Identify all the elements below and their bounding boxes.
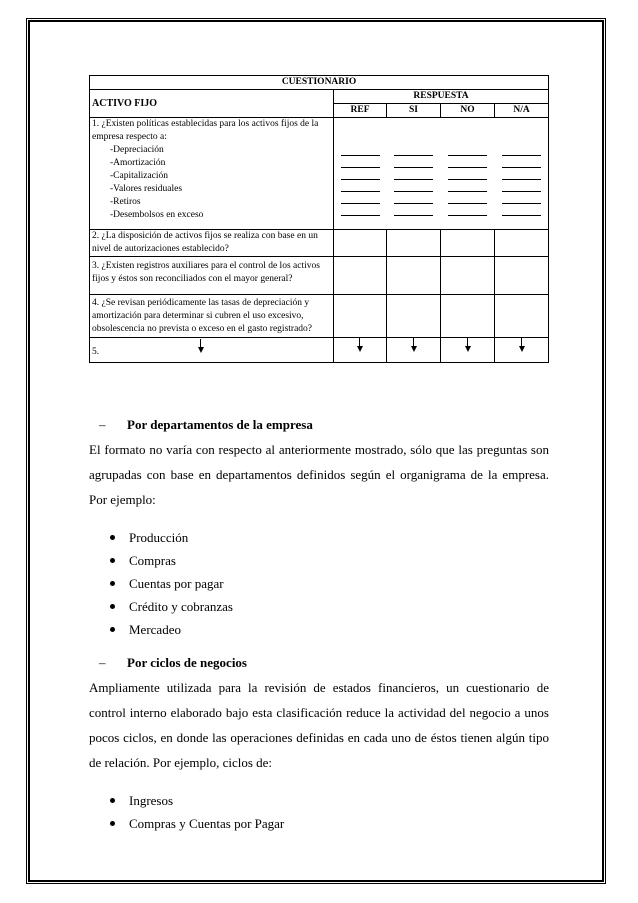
section-departments [89,412,549,641]
answer-blanks-si[interactable] [387,118,441,230]
table-title: CUESTIONARIO [90,76,549,90]
column-na: N/A [495,104,549,118]
paragraph-cycles: Ampliamente utilizada para la revisión de estados financieros, un cuestionario de control interno elaborado bajo esta clasificación reduce la actividad del negocio a unos pocos ciclos, en donde las operaciones definidas en cada uno de éstos tienen algún tipo de relación. Por ejemplo, ciclos de: [89,680,549,770]
bullet-dot-icon [110,581,115,586]
question-3-text: 3. ¿Existen registros auxiliares para el control de los activos fijos y éstos son reconciliados con el mayor general? [90,257,334,295]
questionnaire-table [89,75,549,363]
section-heading [89,412,549,437]
list-item: Compras y Cuentas por Pagar [89,812,549,835]
dash-bullet: – [99,417,106,432]
question-5-cell [90,338,334,363]
answer-cell[interactable] [334,257,387,295]
question-4-text: 4. ¿Se revisan periódicamente las tasas de depreciación y amortización para determinar si cubren el uso excesivo, obsolescencia no prevista o exceso en el gasto registrado? [90,295,334,338]
question-1-item: -Retiros [110,197,141,207]
down-arrow-icon [465,338,471,352]
bullet-dot-icon [110,604,115,609]
bullet-list-departments [89,526,549,641]
bullet-dot-icon [110,798,115,803]
answer-cell[interactable] [387,230,441,257]
answer-cell[interactable] [387,338,441,363]
answer-blanks-no[interactable] [441,118,495,230]
dash-bullet: – [99,655,106,670]
answer-blanks-ref[interactable] [334,118,387,230]
answer-cell[interactable] [387,257,441,295]
answer-cell[interactable] [387,295,441,338]
question-1-item: -Capitalización [110,171,169,181]
question-5-text: 5. [92,347,100,357]
list-item: Crédito y cobranzas [89,595,549,618]
answer-cell[interactable] [495,338,549,363]
section-label: ACTIVO FIJO [90,90,334,118]
question-1-item: -Valores residuales [110,184,183,194]
list-item: Producción [89,526,549,549]
answer-cell[interactable] [441,230,495,257]
column-si: SI [387,104,441,118]
column-ref: REF [334,104,387,118]
table-row [90,338,549,363]
bullet-dot-icon [110,627,115,632]
answer-cell[interactable] [441,257,495,295]
list-item: Compras [89,549,549,572]
table-row [90,118,549,230]
down-arrow-icon [519,338,525,352]
question-1-item: -Amortización [110,158,166,168]
answer-cell[interactable] [495,257,549,295]
table-row [90,295,549,338]
bullet-dot-icon [110,821,115,826]
bullet-list-cycles [89,789,549,835]
column-no: NO [441,104,495,118]
answer-cell[interactable] [441,295,495,338]
question-1-text: 1. ¿Existen políticas establecidas para los activos fijos de la empresa respecto a: [92,119,319,142]
list-item: Mercadeo [89,618,549,641]
down-arrow-icon [198,339,204,353]
down-arrow-icon [411,338,417,352]
down-arrow-icon [357,338,363,352]
list-item: Cuentas por pagar [89,572,549,595]
answer-cell[interactable] [441,338,495,363]
question-1-item: -Depreciación [110,145,164,155]
question-2-text: 2. ¿La disposición de activos fijos se realiza con base en un nivel de autorizaciones establecido? [90,230,334,257]
question-1-cell [90,118,334,230]
heading-cycles: Por ciclos de negocios [127,655,247,670]
bullet-dot-icon [110,558,115,563]
answer-blanks-na[interactable] [495,118,549,230]
question-1-item: -Desembolsos en exceso [110,210,204,220]
section-cycles [89,650,549,835]
answer-cell[interactable] [334,338,387,363]
paragraph-departments: El formato no varía con respecto al anteriormente mostrado, sólo que las preguntas son agrupadas con base en departamentos definidos según el organigrama de la empresa. Por ejemplo: [89,442,549,507]
bullet-dot-icon [110,535,115,540]
response-header: RESPUESTA [334,90,549,104]
answer-cell[interactable] [495,230,549,257]
heading-departments: Por departamentos de la empresa [127,417,313,432]
table-row [90,257,549,295]
answer-cell[interactable] [495,295,549,338]
answer-cell[interactable] [334,295,387,338]
table-row [90,230,549,257]
list-item: Ingresos [89,789,549,812]
answer-cell[interactable] [334,230,387,257]
section-heading [89,650,549,675]
